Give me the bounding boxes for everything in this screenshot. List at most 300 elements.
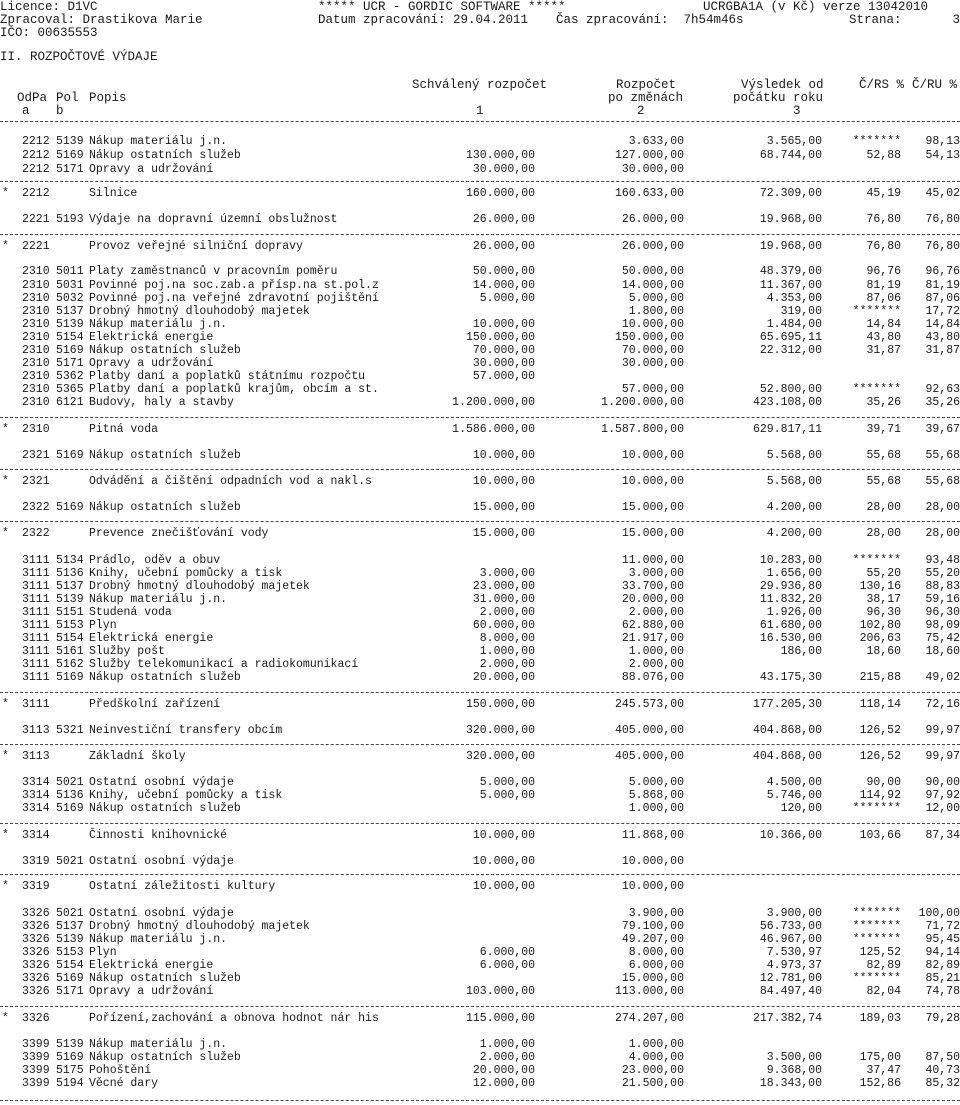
cell-crs: 126,52 <box>859 724 901 737</box>
cell-cru: 31,87 <box>925 344 960 357</box>
cell-odpa: 3326 <box>22 1012 50 1025</box>
cell-crs: 38,17 <box>866 593 901 606</box>
cell-rozpocet-po-zmenach: 2.000,00 <box>628 606 684 619</box>
cell-schvaleny: 2.000,00 <box>479 658 535 671</box>
cell-popis: Ostatní osobní výdaje <box>89 776 234 789</box>
cell-pol: 5139 <box>56 135 84 148</box>
cell-schvaleny: 70.000,00 <box>472 344 535 357</box>
cell-schvaleny: 5.000,00 <box>479 789 535 802</box>
cell-rozpocet-po-zmenach: 3.633,00 <box>628 135 684 148</box>
cell-crs: 152,86 <box>859 1077 901 1090</box>
cell-odpa: 2322 <box>22 527 50 540</box>
cell-odpa: 3326 <box>22 946 50 959</box>
cell-crs: ******* <box>852 920 901 933</box>
cell-crs: 76,80 <box>866 240 901 253</box>
cell-pol: 5169 <box>56 344 84 357</box>
cell-vysledek: 3.565,00 <box>766 135 822 148</box>
cell-schvaleny: 5.000,00 <box>479 292 535 305</box>
cell-popis: Nákup ostatních služeb <box>89 149 241 162</box>
cell-popis: Drobný hmotný dlouhodobý majetek <box>89 305 310 318</box>
cell-pol: 5031 <box>56 279 84 292</box>
cell-rozpocet-po-zmenach: 274.207,00 <box>614 1012 684 1025</box>
cell-cru: 55,68 <box>925 475 960 488</box>
cell-schvaleny: 8.000,00 <box>479 632 535 645</box>
cell-cru: 28,00 <box>925 527 960 540</box>
cell-schvaleny: 30.000,00 <box>472 357 535 370</box>
cell-schvaleny: 103.000,00 <box>465 985 535 998</box>
subtotal-separator <box>0 469 960 470</box>
cell-rozpocet-po-zmenach: 1.000,00 <box>628 1038 684 1051</box>
cell-pol: 5171 <box>56 985 84 998</box>
cell-vysledek: 48.379,00 <box>759 265 822 278</box>
cell-cru: 55,20 <box>925 567 960 580</box>
cell-rozpocet-po-zmenach: 20.000,00 <box>621 593 684 606</box>
cell-pol: 5169 <box>56 149 84 162</box>
cell-cru: 54,13 <box>925 149 960 162</box>
cell-crs: 96,76 <box>866 265 901 278</box>
cell-schvaleny: 1.000,00 <box>479 645 535 658</box>
cell-schvaleny: 15.000,00 <box>472 527 535 540</box>
cell-rozpocet-po-zmenach: 57.000,00 <box>621 383 684 396</box>
cell-popis: Knihy, učební pomůcky a tisk <box>89 789 283 802</box>
cell-popis: Plyn <box>89 946 117 959</box>
cell-cru: 90,00 <box>925 776 960 789</box>
cell-pol: 5161 <box>56 645 84 658</box>
cell-vysledek: 5.568,00 <box>766 475 822 488</box>
cell-odpa: 2310 <box>22 292 50 305</box>
subtotal-marker: * <box>2 1012 9 1025</box>
cell-crs: 189,03 <box>859 1012 901 1025</box>
col-odpa: OdPa <box>17 91 48 105</box>
cell-popis: Ostatní osobní výdaje <box>89 855 234 868</box>
cell-rozpocet-po-zmenach: 1.800,00 <box>628 305 684 318</box>
cell-cru: 96,76 <box>925 265 960 278</box>
cell-pol: 5154 <box>56 959 84 972</box>
cell-odpa: 2310 <box>22 265 50 278</box>
column-header-line-1 <box>0 78 958 92</box>
col-b: b <box>56 104 64 118</box>
cell-popis: Nákup materiálu j.n. <box>89 135 228 148</box>
cell-vysledek: 404.868,00 <box>752 724 822 737</box>
subtotal-marker: * <box>2 475 9 488</box>
cell-popis: Služby pošt <box>89 645 165 658</box>
cell-rozpocet-po-zmenach: 127.000,00 <box>614 149 684 162</box>
cell-odpa: 3326 <box>22 972 50 985</box>
cell-popis: Platby daní a poplatků státnímu rozpočtu <box>89 370 366 383</box>
cell-cru: 98,09 <box>925 619 960 632</box>
cell-cru: 87,06 <box>925 292 960 305</box>
cell-pol: 5169 <box>56 501 84 514</box>
cell-cru: 97,92 <box>925 789 960 802</box>
cell-crs: ******* <box>852 383 901 396</box>
cell-schvaleny: 1.586.000,00 <box>452 423 535 436</box>
cell-pol: 5139 <box>56 318 84 331</box>
subtotal-separator <box>0 181 960 182</box>
cell-pol: 5153 <box>56 946 84 959</box>
cell-schvaleny: 2.000,00 <box>479 1051 535 1064</box>
header-line-2 <box>0 13 960 27</box>
cell-schvaleny: 26.000,00 <box>472 213 535 226</box>
cell-crs: 31,87 <box>866 344 901 357</box>
cell-odpa: 3399 <box>22 1064 50 1077</box>
cell-schvaleny: 6.000,00 <box>479 946 535 959</box>
cell-vysledek: 52.800,00 <box>759 383 822 396</box>
cell-rozpocet-po-zmenach: 5.868,00 <box>628 789 684 802</box>
cell-odpa: 2322 <box>22 501 50 514</box>
cell-rozpocet-po-zmenach: 5.000,00 <box>628 292 684 305</box>
subtotal-separator <box>0 417 960 418</box>
cell-schvaleny: 5.000,00 <box>479 776 535 789</box>
cell-rozpocet-po-zmenach: 26.000,00 <box>621 213 684 226</box>
zpracoval-label: Zpracoval: Drastikova Marie <box>0 13 203 27</box>
subtotal-marker: * <box>2 829 9 842</box>
cell-schvaleny: 10.000,00 <box>472 475 535 488</box>
cell-popis: Opravy a udržování <box>89 163 214 176</box>
cell-cru: 45,02 <box>925 187 960 200</box>
page-number: 3 <box>952 13 960 27</box>
cell-odpa: 2310 <box>22 396 50 409</box>
cell-odpa: 3113 <box>22 750 50 763</box>
cell-popis: Povinné poj.na soc.zab.a přísp.na st.pol.z <box>89 279 379 292</box>
header-line-1 <box>0 0 929 14</box>
cell-rozpocet-po-zmenach: 1.200.000,00 <box>601 396 684 409</box>
subtotal-marker: * <box>2 750 9 763</box>
cell-popis: Prádlo, oděv a obuv <box>89 554 221 567</box>
col-num-2: 2 <box>637 104 645 118</box>
cell-popis: Ostatní osobní výdaje <box>89 907 234 920</box>
cell-cru: 87,34 <box>925 829 960 842</box>
cell-popis: Nákup ostatních služeb <box>89 501 241 514</box>
subtotal-separator <box>0 744 960 745</box>
cell-rozpocet-po-zmenach: 70.000,00 <box>621 344 684 357</box>
cell-vysledek: 12.781,00 <box>759 972 822 985</box>
cell-vysledek: 72.309,00 <box>759 187 822 200</box>
cell-pol: 5169 <box>56 972 84 985</box>
cell-rozpocet-po-zmenach: 3.000,00 <box>628 567 684 580</box>
cell-crs: 125,52 <box>859 946 901 959</box>
cell-odpa: 2310 <box>22 279 50 292</box>
cell-schvaleny: 60.000,00 <box>472 619 535 632</box>
cell-vysledek: 5.746,00 <box>766 789 822 802</box>
cell-odpa: 3326 <box>22 907 50 920</box>
subtotal-marker: * <box>2 698 9 711</box>
cell-vysledek: 46.967,00 <box>759 933 822 946</box>
cell-popis: Nákup materiálu j.n. <box>89 933 228 946</box>
cell-cru: 79,28 <box>925 1012 960 1025</box>
cell-pol: 5169 <box>56 449 84 462</box>
cell-pol: 5153 <box>56 619 84 632</box>
cell-odpa: 3319 <box>22 855 50 868</box>
cell-pol: 5154 <box>56 331 84 344</box>
cell-vysledek: 7.530,97 <box>766 946 822 959</box>
cell-cru: 18,60 <box>925 645 960 658</box>
cell-pol: 5193 <box>56 213 84 226</box>
cell-schvaleny: 130.000,00 <box>465 149 535 162</box>
cell-vysledek: 56.733,00 <box>759 920 822 933</box>
cell-vysledek: 120,00 <box>780 802 822 815</box>
cell-pol: 5136 <box>56 789 84 802</box>
cell-rozpocet-po-zmenach: 1.587.800,00 <box>601 423 684 436</box>
cell-vysledek: 217.382,74 <box>752 1012 822 1025</box>
cell-odpa: 3314 <box>22 776 50 789</box>
cell-cru: 95,45 <box>925 933 960 946</box>
cell-pol: 5169 <box>56 1051 84 1064</box>
cell-odpa: 3113 <box>22 724 50 737</box>
cell-rozpocet-po-zmenach: 5.000,00 <box>628 776 684 789</box>
col-pol: Pol <box>56 91 79 105</box>
cell-odpa: 2212 <box>22 149 50 162</box>
cell-rozpocet-po-zmenach: 10.000,00 <box>621 855 684 868</box>
cell-cru: 99,97 <box>925 750 960 763</box>
cell-crs: 82,89 <box>866 959 901 972</box>
cell-pol: 5154 <box>56 632 84 645</box>
cell-cru: 59,16 <box>925 593 960 606</box>
cell-odpa: 3111 <box>22 619 50 632</box>
cell-popis: Provoz veřejné silniční dopravy <box>89 240 303 253</box>
cell-schvaleny: 320.000,00 <box>465 724 535 737</box>
cell-pol: 5021 <box>56 855 84 868</box>
subtotal-separator <box>0 521 960 522</box>
cell-cru: 40,73 <box>925 1064 960 1077</box>
cell-odpa: 3111 <box>22 671 50 684</box>
cell-cru: 72,16 <box>925 698 960 711</box>
cell-popis: Silnice <box>89 187 138 200</box>
cell-vysledek: 11.367,00 <box>759 279 822 292</box>
cell-popis: Nákup materiálu j.n. <box>89 318 228 331</box>
cell-vysledek: 4.500,00 <box>766 776 822 789</box>
cell-vysledek: 29.936,80 <box>759 580 822 593</box>
cell-popis: Studená voda <box>89 606 172 619</box>
subtotal-marker: * <box>2 527 9 540</box>
cell-crs: ******* <box>852 907 901 920</box>
cell-vysledek: 177.205,30 <box>752 698 822 711</box>
cell-vysledek: 4.200,00 <box>766 501 822 514</box>
cell-odpa: 3111 <box>22 645 50 658</box>
cell-pol: 5175 <box>56 1064 84 1077</box>
cell-popis: Nákup ostatních služeb <box>89 972 241 985</box>
cell-crs: 55,68 <box>866 475 901 488</box>
col-rozpocet-po-zmenach: po změnách <box>608 91 684 105</box>
cell-rozpocet-po-zmenach: 1.000,00 <box>628 645 684 658</box>
cell-pol: 5032 <box>56 292 84 305</box>
cell-pol: 5139 <box>56 1038 84 1051</box>
col-num-1: 1 <box>476 104 484 118</box>
cell-vysledek: 1.926,00 <box>766 606 822 619</box>
cell-odpa: 3326 <box>22 985 50 998</box>
cell-cru: 82,89 <box>925 959 960 972</box>
col-rozpocet: Rozpočet <box>616 78 677 92</box>
cell-vysledek: 22.312,00 <box>759 344 822 357</box>
cell-cru: 12,00 <box>925 802 960 815</box>
cell-crs: 81,19 <box>866 279 901 292</box>
cell-schvaleny: 57.000,00 <box>472 370 535 383</box>
cell-rozpocet-po-zmenach: 10.000,00 <box>621 475 684 488</box>
cell-cru: 71,72 <box>925 920 960 933</box>
cell-vysledek: 43.175,30 <box>759 671 822 684</box>
cell-cru: 49,02 <box>925 671 960 684</box>
cell-schvaleny: 30.000,00 <box>472 163 535 176</box>
subtotal-marker: * <box>2 423 9 436</box>
cell-rozpocet-po-zmenach: 62.880,00 <box>621 619 684 632</box>
cell-odpa: 3111 <box>22 567 50 580</box>
cell-rozpocet-po-zmenach: 8.000,00 <box>628 946 684 959</box>
cell-odpa: 2310 <box>22 370 50 383</box>
cell-rozpocet-po-zmenach: 405.000,00 <box>614 750 684 763</box>
header-separator <box>0 121 960 122</box>
cell-rozpocet-po-zmenach: 3.900,00 <box>628 907 684 920</box>
cell-popis: Plyn <box>89 619 117 632</box>
cell-rozpocet-po-zmenach: 11.000,00 <box>621 554 684 567</box>
cell-schvaleny: 10.000,00 <box>472 855 535 868</box>
cell-crs: 103,66 <box>859 829 901 842</box>
cell-crs: 82,04 <box>866 985 901 998</box>
cell-popis: Odvádění a čištění odpadních vod a nakl.s <box>89 475 372 488</box>
cell-vysledek: 4.353,00 <box>766 292 822 305</box>
cell-cru: 39,67 <box>925 423 960 436</box>
cell-popis: Činnosti knihovnické <box>89 829 228 842</box>
subtotal-separator <box>0 874 960 875</box>
cell-crs: ******* <box>852 972 901 985</box>
cell-odpa: 3111 <box>22 658 50 671</box>
cell-pol: 5139 <box>56 593 84 606</box>
cell-popis: Předškolní zařízení <box>89 698 221 711</box>
cell-crs: 118,14 <box>859 698 901 711</box>
cell-schvaleny: 10.000,00 <box>472 880 535 893</box>
cell-pol: 5169 <box>56 802 84 815</box>
cell-odpa: 2212 <box>22 187 50 200</box>
cell-crs: 96,30 <box>866 606 901 619</box>
cell-cru: 35,26 <box>925 396 960 409</box>
cell-popis: Elektrická energie <box>89 331 214 344</box>
cell-vysledek: 61.680,00 <box>759 619 822 632</box>
cell-popis: Nákup materiálu j.n. <box>89 593 228 606</box>
cell-cru: 75,42 <box>925 632 960 645</box>
cell-vysledek: 18.343,00 <box>759 1077 822 1090</box>
cell-odpa: 2310 <box>22 357 50 370</box>
cell-rozpocet-po-zmenach: 15.000,00 <box>621 972 684 985</box>
cell-schvaleny: 20.000,00 <box>472 1064 535 1077</box>
software-label: ***** UCR - GORDIC SOFTWARE ***** <box>318 0 566 14</box>
cell-popis: Věcné dary <box>89 1077 159 1090</box>
cell-odpa: 3111 <box>22 580 50 593</box>
cell-popis: Základní školy <box>89 750 186 763</box>
cell-schvaleny: 1.000,00 <box>479 1038 535 1051</box>
cell-schvaleny: 150.000,00 <box>465 698 535 711</box>
cell-schvaleny: 150.000,00 <box>465 331 535 344</box>
cell-crs: 175,00 <box>859 1051 901 1064</box>
ico-label: IČO: 00635553 <box>0 26 98 40</box>
cell-popis: Služby telekomunikací a radiokomunikací <box>89 658 359 671</box>
subtotal-marker: * <box>2 880 9 893</box>
cell-vysledek: 16.530,00 <box>759 632 822 645</box>
cell-pol: 5365 <box>56 383 84 396</box>
header-line-3 <box>0 26 98 40</box>
cell-odpa: 2310 <box>22 318 50 331</box>
cell-popis: Prevence znečišťování vody <box>89 527 269 540</box>
cell-odpa: 3399 <box>22 1051 50 1064</box>
cell-rozpocet-po-zmenach: 113.000,00 <box>614 985 684 998</box>
cell-pol: 5137 <box>56 920 84 933</box>
col-vysledek: Výsledek od <box>741 78 824 92</box>
cell-rozpocet-po-zmenach: 245.573,00 <box>614 698 684 711</box>
cell-rozpocet-po-zmenach: 150.000,00 <box>614 331 684 344</box>
cell-rozpocet-po-zmenach: 405.000,00 <box>614 724 684 737</box>
cell-pol: 5362 <box>56 370 84 383</box>
cell-cru: 74,78 <box>925 985 960 998</box>
cell-odpa: 3314 <box>22 829 50 842</box>
cell-schvaleny: 14.000,00 <box>472 279 535 292</box>
cell-rozpocet-po-zmenach: 50.000,00 <box>621 265 684 278</box>
cell-cru: 28,00 <box>925 501 960 514</box>
cell-rozpocet-po-zmenach: 10.000,00 <box>621 880 684 893</box>
cell-crs: 126,52 <box>859 750 901 763</box>
cell-crs: 206,63 <box>859 632 901 645</box>
section-title: II. ROZPOČTOVÉ VÝDAJE <box>0 50 158 64</box>
cell-schvaleny: 10.000,00 <box>472 318 535 331</box>
cell-rozpocet-po-zmenach: 160.633,00 <box>614 187 684 200</box>
cell-odpa: 2310 <box>22 305 50 318</box>
cell-popis: Opravy a udržování <box>89 357 214 370</box>
col-num-3: 3 <box>793 104 801 118</box>
cell-odpa: 2310 <box>22 331 50 344</box>
cell-rozpocet-po-zmenach: 23.000,00 <box>621 1064 684 1077</box>
cell-crs: 37,47 <box>866 1064 901 1077</box>
cell-cru: 88,83 <box>925 580 960 593</box>
cell-cru: 85,21 <box>925 972 960 985</box>
cell-popis: Nákup materiálu j.n. <box>89 1038 228 1051</box>
cell-pol: 5137 <box>56 580 84 593</box>
cell-rozpocet-po-zmenach: 33.700,00 <box>621 580 684 593</box>
cell-pol: 5021 <box>56 776 84 789</box>
cell-odpa: 3399 <box>22 1038 50 1051</box>
cell-cru: 43,80 <box>925 331 960 344</box>
cell-rozpocet-po-zmenach: 10.000,00 <box>621 318 684 331</box>
cell-popis: Pohoštění <box>89 1064 152 1077</box>
cell-popis: Budovy, haly a stavby <box>89 396 234 409</box>
cell-schvaleny: 2.000,00 <box>479 606 535 619</box>
cell-cru: 98,13 <box>925 135 960 148</box>
cell-vysledek: 5.568,00 <box>766 449 822 462</box>
cell-odpa: 3111 <box>22 606 50 619</box>
cell-vysledek: 186,00 <box>780 645 822 658</box>
cell-vysledek: 84.497,40 <box>759 985 822 998</box>
cell-popis: Nákup ostatních služeb <box>89 449 241 462</box>
cell-vysledek: 11.832,20 <box>759 593 822 606</box>
strana-label: Strana: <box>849 13 902 27</box>
cell-odpa: 3111 <box>22 698 50 711</box>
cell-odpa: 3111 <box>22 554 50 567</box>
cell-odpa: 2221 <box>22 240 50 253</box>
datum-label: Datum zpracování: 29.04.2011 <box>318 13 529 27</box>
cell-rozpocet-po-zmenach: 79.100,00 <box>621 920 684 933</box>
cell-vysledek: 4.200,00 <box>766 527 822 540</box>
cell-popis: Výdaje na dopravní územní obslužnost <box>89 213 338 226</box>
cell-pol: 5137 <box>56 305 84 318</box>
subtotal-marker: * <box>2 187 9 200</box>
cell-odpa: 2310 <box>22 383 50 396</box>
cell-schvaleny: 160.000,00 <box>465 187 535 200</box>
cell-crs: 14,84 <box>866 318 901 331</box>
cell-odpa: 2321 <box>22 449 50 462</box>
cell-rozpocet-po-zmenach: 1.000,00 <box>628 802 684 815</box>
cell-crs: 43,80 <box>866 331 901 344</box>
cell-crs: ******* <box>852 933 901 946</box>
cell-popis: Nákup ostatních služeb <box>89 1051 241 1064</box>
cell-popis: Elektrická energie <box>89 959 214 972</box>
cell-pol: 5151 <box>56 606 84 619</box>
cell-odpa: 2310 <box>22 344 50 357</box>
cell-popis: Elektrická energie <box>89 632 214 645</box>
